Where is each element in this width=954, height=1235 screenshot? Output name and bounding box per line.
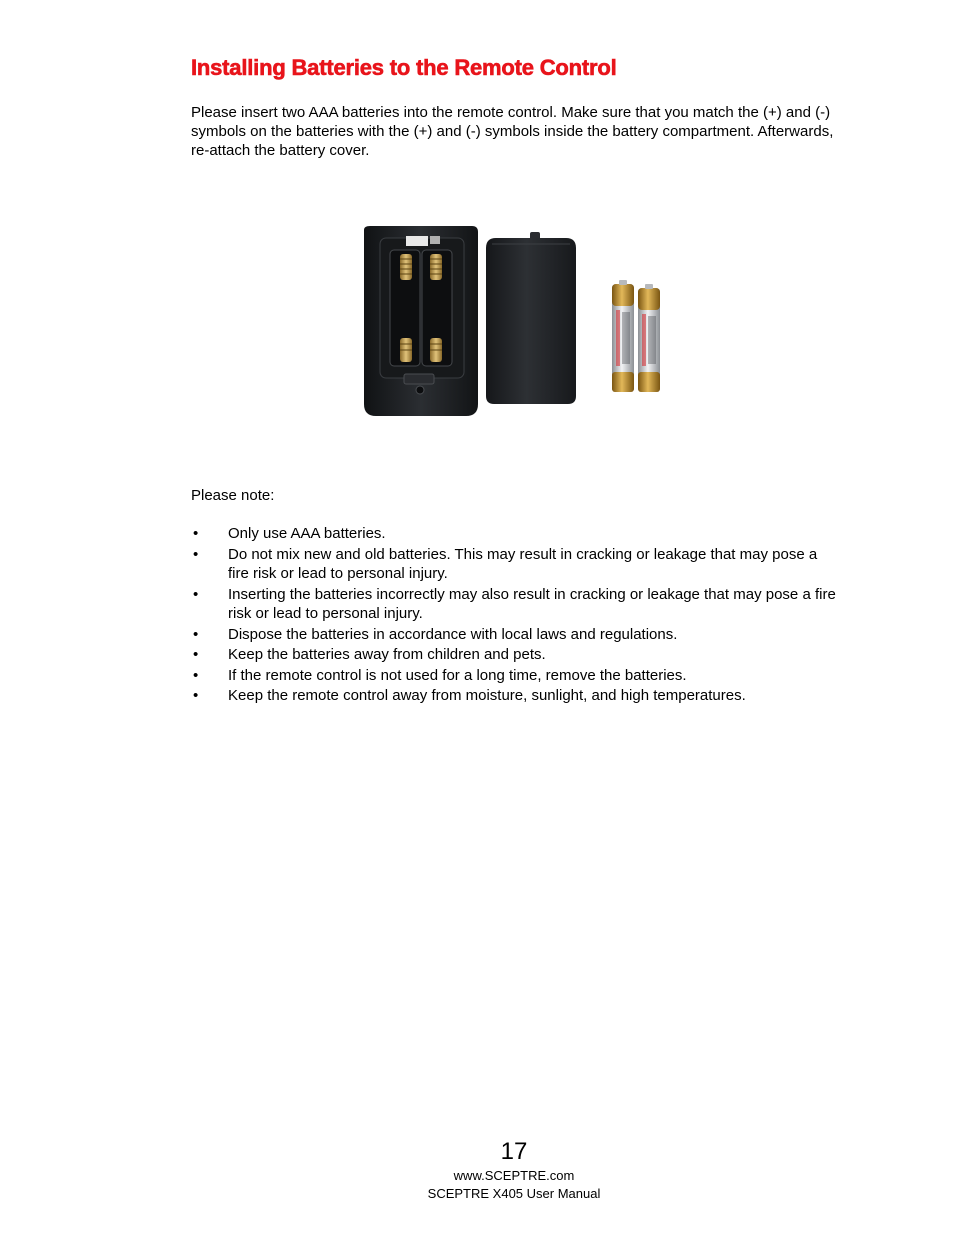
note-label: Please note:	[191, 487, 275, 504]
list-item-text: Keep the batteries away from children and pets.	[228, 646, 546, 663]
list-item	[191, 645, 841, 665]
list-item	[191, 666, 841, 686]
list-item	[191, 524, 841, 544]
aaa-batteries	[612, 280, 660, 392]
notes-list	[191, 524, 841, 707]
list-item-text: Dispose the batteries in accordance with local laws and regulations.	[228, 625, 678, 643]
bullet-glyph: •	[193, 525, 199, 542]
bullet-glyph: •	[193, 687, 199, 704]
list-item-text: Keep the remote control away from moisture, sunlight, and high temperatures.	[228, 687, 746, 704]
battery-cover	[486, 232, 576, 404]
list-item	[191, 686, 841, 706]
page-title: Installing Batteries to the Remote Control	[191, 55, 617, 80]
remote-control-back	[364, 226, 478, 416]
bullet-glyph: •	[193, 545, 199, 563]
bullet-glyph: •	[193, 646, 199, 663]
list-item-text: Do not mix new and old batteries. This may result in cracking or leakage that may pose a fire risk or lead to personal injury.	[228, 545, 818, 582]
footer-manual-title: SCEPTRE X405 User Manual	[427, 1186, 601, 1201]
list-item-text: Inserting the batteries incorrectly may also result in cracking or leakage that may pose a fire risk or lead to personal injury.	[228, 585, 836, 622]
bullet-glyph: •	[193, 585, 199, 603]
bullet-glyph: •	[193, 666, 199, 684]
footer-url: www.SCEPTRE.com	[453, 1168, 575, 1183]
remote-battery-photo	[360, 226, 670, 420]
bullet-glyph: •	[193, 625, 199, 643]
list-item-text: Only use AAA batteries.	[228, 525, 386, 542]
list-item-text: If the remote control is not used for a long time, remove the batteries.	[228, 666, 687, 684]
intro-paragraph: Please insert two AAA batteries into the remote control. Make sure that you match the (+) and (-) symbols on the batteries with the (+) and (-) symbols inside the battery compartment. Afterwards, re-attach the battery cover.	[191, 104, 834, 159]
page-number: 17	[500, 1138, 528, 1165]
list-item	[191, 585, 841, 624]
list-item	[191, 625, 841, 645]
list-item	[191, 545, 841, 584]
